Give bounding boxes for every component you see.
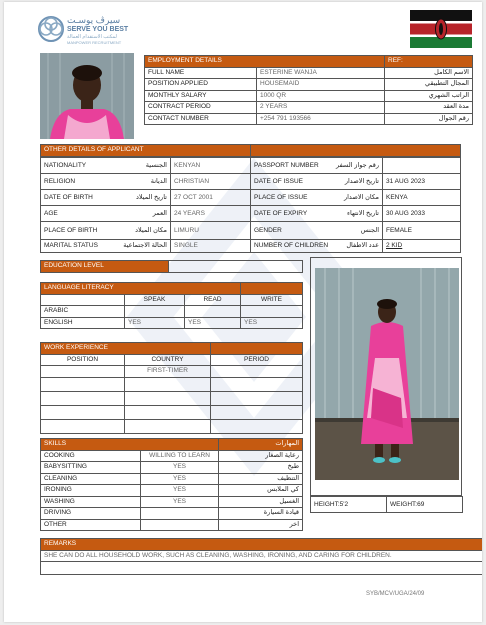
work-cell [211, 391, 303, 405]
skill-other-value [141, 519, 219, 531]
ar-dob: تاريخ الميلاد [135, 193, 167, 201]
applicant-rows [40, 157, 460, 253]
full-body-photo [315, 268, 459, 480]
work-cell [41, 419, 125, 433]
label-contact: CONTACT NUMBER [145, 113, 257, 125]
value-gender: FEMALE [383, 222, 461, 240]
applicant-rows-table [40, 157, 461, 253]
weight-value: WEIGHT:69 [387, 497, 463, 513]
education-header: EDUCATION LEVEL [41, 261, 169, 273]
col-write: WRITE [241, 294, 303, 306]
label-expiry: DATE OF EXPIRY [254, 209, 308, 217]
work-cell [41, 366, 125, 378]
english-speak: YES [125, 317, 185, 329]
arabic-write [241, 306, 303, 318]
arabic-speak [125, 306, 185, 318]
work-cell [41, 405, 125, 419]
value-marital: SINGLE [171, 240, 251, 253]
ref-label: REF: [385, 56, 473, 68]
value-full-name: ESTERINE WANJA [257, 67, 385, 79]
logo-arabic-name: سيرڤ يوسـت [67, 15, 121, 25]
logo-arabic-sub: لمكتب الاستقدام العمالة [67, 34, 117, 40]
label-nationality: NATIONALITY [44, 161, 87, 169]
ar-children: عدد الاطفال [346, 242, 379, 249]
skill-babysitting-ar: طبخ [219, 462, 303, 474]
employment-details-table [144, 55, 473, 125]
lang-arabic: ARABIC [41, 306, 125, 318]
applicant-portrait [40, 53, 134, 139]
value-date-issue: 31 AUG 2023 [383, 174, 461, 190]
height-value: HEIGHT:5'2 [311, 497, 387, 513]
skill-ironing-value: YES [141, 485, 219, 497]
language-header-blank [241, 283, 303, 295]
skill-babysitting-value: YES [141, 462, 219, 474]
col-read: READ [185, 294, 241, 306]
label-pob: PLACE OF BIRTH [44, 226, 98, 234]
label-religion: RELIGION [44, 177, 76, 185]
label-passport: PASSPORT NUMBER [254, 161, 319, 169]
portrait-image [40, 53, 134, 139]
skill-cooking-ar: رعاية الصغار [219, 450, 303, 462]
ar-position: المجال التطبيقي [385, 79, 473, 91]
value-contract: 2 YEARS [257, 102, 385, 114]
skill-driving: DRIVING [41, 508, 141, 520]
company-logo [36, 14, 136, 50]
ar-pob: مكان الميلاد [135, 226, 167, 234]
ar-nationality: الجنسية [145, 161, 167, 169]
label-position: POSITION APPLIED [145, 79, 257, 91]
arabic-read [185, 306, 241, 318]
value-position: HOUSEMAID [257, 79, 385, 91]
skill-washing: WASHING [41, 496, 141, 508]
work-cell [211, 366, 303, 378]
cv-page [4, 2, 482, 622]
skills-table [40, 438, 303, 531]
ar-expiry: تاريخ الانتهاء [346, 209, 379, 217]
label-full-name: FULL NAME [145, 67, 257, 79]
label-dob: DATE OF BIRTH [44, 193, 93, 201]
skill-cleaning-value: YES [141, 473, 219, 485]
ar-religion: الديانة [150, 177, 167, 185]
language-header: LANGUAGE LITERACY [41, 283, 241, 295]
skill-cleaning-ar: التنظيف [219, 473, 303, 485]
english-read: YES [185, 317, 241, 329]
skill-other-ar: اخر [219, 519, 303, 531]
work-cell [125, 391, 211, 405]
skill-cooking-value: WILLING TO LEARN [141, 450, 219, 462]
language-table [40, 282, 303, 329]
value-children: 2 KID [383, 240, 461, 253]
col-speak: SPEAK [125, 294, 185, 306]
work-cell [125, 419, 211, 433]
skill-washing-value: YES [141, 496, 219, 508]
ar-date-issue: تاريخ الاصدار [344, 177, 379, 185]
col-period: PERIOD [211, 354, 303, 366]
ar-place-issue: مكان الاصدار [343, 193, 379, 201]
remarks-table [40, 538, 482, 575]
kenya-flag-icon [410, 10, 472, 48]
skills-header: SKILLS [41, 439, 219, 451]
education-value [169, 261, 303, 273]
applicant-header-blank [251, 145, 461, 157]
work-experience-table [40, 342, 303, 434]
value-religion: CHRISTIAN [171, 174, 251, 190]
skill-other: OTHER [41, 519, 141, 531]
col-position: POSITION [41, 354, 125, 366]
skill-ironing: IRONING [41, 485, 141, 497]
applicant-details-table [40, 144, 461, 157]
remarks-blank [41, 562, 483, 575]
logo-circles-icon [36, 14, 66, 44]
label-age: AGE [44, 209, 58, 217]
work-header-blank [211, 343, 303, 355]
applicant-header: OTHER DETAILS OF APPLICANT [41, 145, 251, 157]
ar-gender: الجنس [360, 226, 379, 234]
employment-header: EMPLOYMENT DETAILS [145, 56, 385, 68]
logo-english-name: SERVE YOU BEST [67, 26, 129, 33]
work-cell [211, 377, 303, 391]
value-pob: LIMURU [171, 222, 251, 240]
footer-code: SYB/MCV/UGA/24/09 [366, 591, 425, 597]
work-header: WORK EXPERIENCE [41, 343, 211, 355]
skill-cooking: COOKING [41, 450, 141, 462]
label-salary: MONTHLY SALARY [145, 90, 257, 102]
value-contact: +254 791 193566 [257, 113, 385, 125]
ar-age: العمر [152, 209, 167, 217]
label-marital: MARITAL STATUS [44, 242, 98, 249]
value-salary: 1000 QR [257, 90, 385, 102]
logo-tagline: MANPOWER RECRUITMENT [67, 40, 122, 45]
full-body-photo-frame [310, 257, 462, 496]
value-dob: 27 OCT 2001 [171, 190, 251, 206]
remarks-text: SHE CAN DO ALL HOUSEHOLD WORK, SUCH AS CLEANING, WASHING, IRONING, AND CARING FOR CHILDREN. [41, 550, 483, 562]
label-place-issue: PLACE OF ISSUE [254, 193, 308, 201]
label-contract: CONTRACT PERIOD [145, 102, 257, 114]
work-cell [41, 391, 125, 405]
measurements-table [310, 496, 463, 513]
ar-contract: مدة العقد [385, 102, 473, 114]
language-col-blank [41, 294, 125, 306]
label-gender: GENDER [254, 226, 282, 234]
skill-cleaning: CLEANING [41, 473, 141, 485]
education-table [40, 260, 303, 273]
skill-driving-value [141, 508, 219, 520]
work-cell [211, 405, 303, 419]
ar-passport: رقم جواز السفر [336, 161, 379, 169]
work-cell [41, 377, 125, 391]
value-expiry: 30 AUG 2033 [383, 206, 461, 222]
ar-contact: رقم الجوال [385, 113, 473, 125]
english-write: YES [241, 317, 303, 329]
col-country: COUNTRY [125, 354, 211, 366]
ar-marital: الحالة الاجتماعية [123, 242, 167, 249]
skill-ironing-ar: كي الملابس [219, 485, 303, 497]
work-cell [125, 405, 211, 419]
skill-driving-ar: قيادة السيارة [219, 508, 303, 520]
value-place-issue: KENYA [383, 190, 461, 206]
value-nationality: KENYAN [171, 158, 251, 174]
skill-babysitting: BABYSITTING [41, 462, 141, 474]
value-age: 24 YEARS [171, 206, 251, 222]
ar-full-name: الاسم الكامل [385, 67, 473, 79]
skills-header-ar: المهارات [219, 439, 303, 451]
label-children: NUMBER OF CHILDREN [254, 242, 329, 249]
ar-salary: الراتب الشهري [385, 90, 473, 102]
lang-english: ENGLISH [41, 317, 125, 329]
work-cell [211, 419, 303, 433]
remarks-header: REMARKS [41, 539, 483, 551]
label-date-issue: DATE OF ISSUE [254, 177, 303, 185]
skill-washing-ar: الغسيل [219, 496, 303, 508]
work-first-timer: FIRST-TIMER [125, 366, 211, 378]
value-passport [383, 158, 461, 174]
work-cell [125, 377, 211, 391]
